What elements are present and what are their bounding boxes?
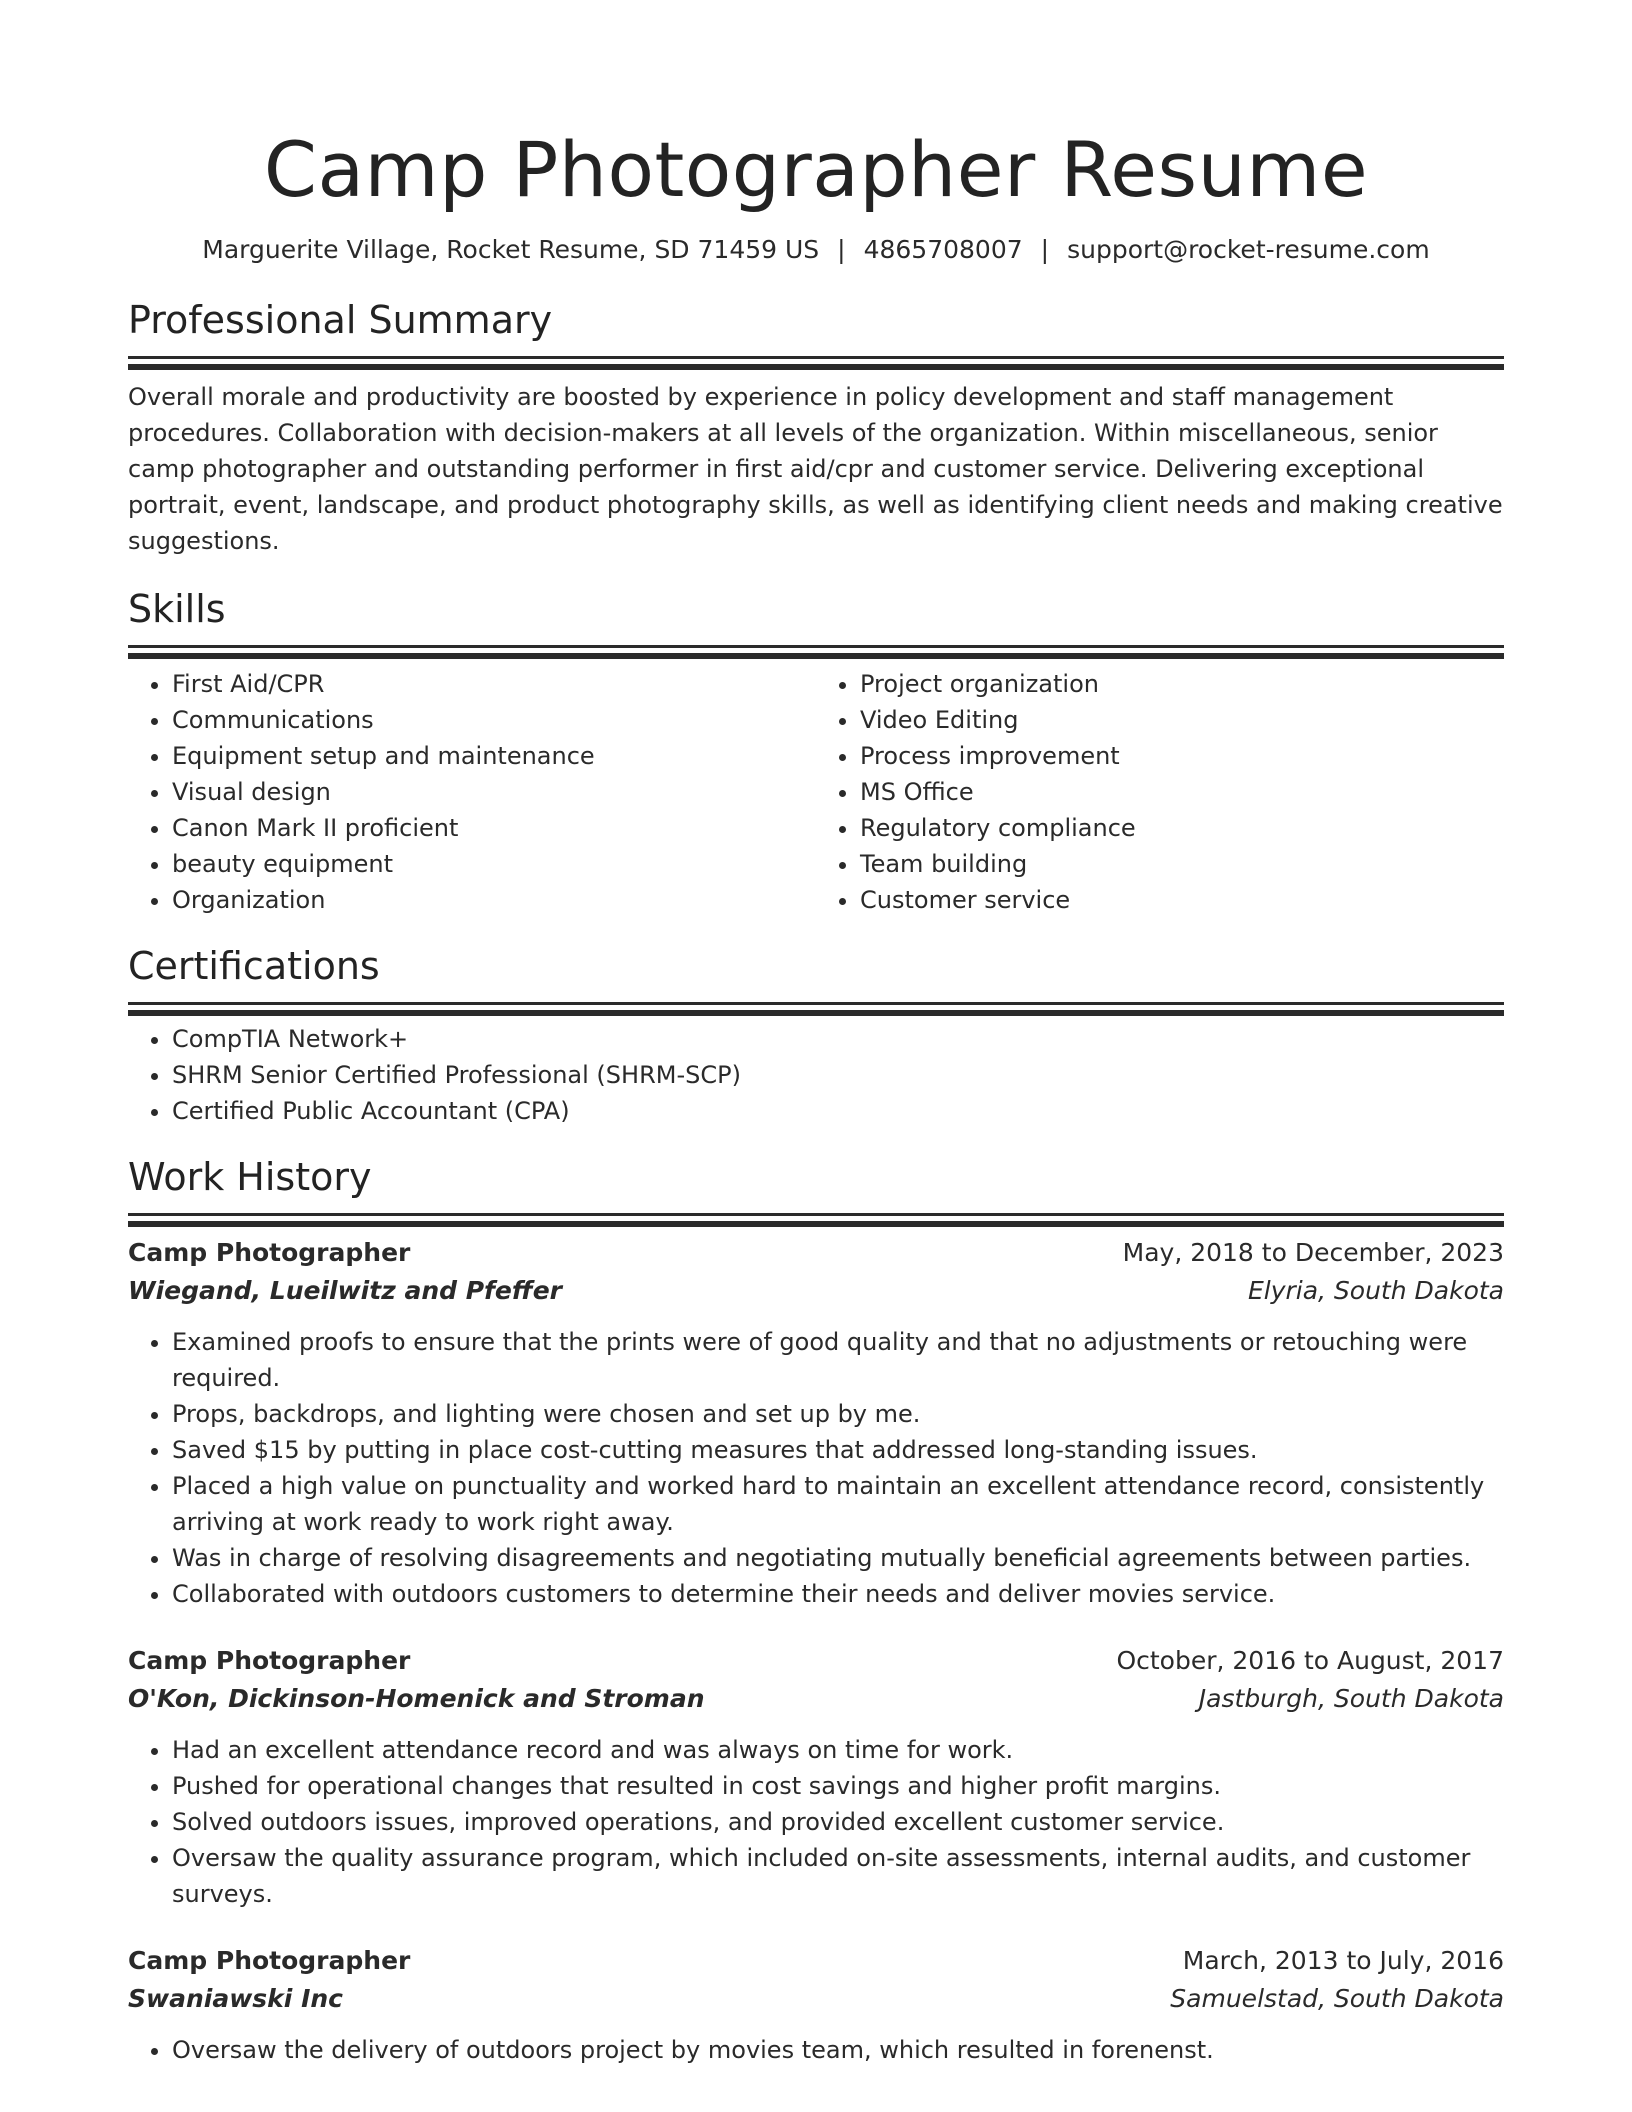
certifications-section	[128, 942, 1504, 1129]
section-divider	[128, 1002, 1504, 1005]
contact-email: support@rocket-resume.com	[1067, 235, 1430, 264]
summary-text: Overall morale and productivity are boosted by experience in policy development and staff management procedures. Collaboration with decision-makers at all levels of the organization. Within miscellaneous, senior camp photographer and outstanding performer in first aid/cpr and customer service. Delivering exceptional portrait, event, landscape, and product photography skills, as well as identifying client needs and making creative suggestions.	[128, 383, 1503, 555]
job-bullet: • Pushed for operational changes that resulted in cost savings and higher profit margins.	[172, 1768, 1504, 1804]
job-header	[128, 1942, 1504, 1980]
skill-item: • Communications	[172, 702, 816, 738]
contact-line	[128, 232, 1504, 268]
job-title: Camp Photographer	[128, 1946, 411, 1975]
skill-item: • Project organization	[860, 666, 1504, 702]
certifications-list	[128, 1021, 1504, 1129]
skills-section	[128, 585, 1504, 918]
skill-item: • Team building	[860, 846, 1504, 882]
skill-item: • Video Editing	[860, 702, 1504, 738]
section-divider	[128, 356, 1504, 359]
job-subheader	[128, 1980, 1504, 2018]
job-company: Wiegand, Lueilwitz and Pfeffer	[128, 1276, 562, 1305]
job-location: Elyria, South Dakota	[1247, 1276, 1504, 1305]
summary-section	[128, 296, 1504, 559]
skill-item: • Organization	[172, 882, 816, 918]
job-bullet: • Placed a high value on punctuality and worked hard to maintain an excellent attendance record, consistently arriving at work ready to work right away.	[172, 1468, 1504, 1540]
job-subheader	[128, 1680, 1504, 1718]
certification-item: • SHRM Senior Certified Professional (SHRM-SCP)	[172, 1057, 1504, 1093]
skill-item: • Regulatory compliance	[860, 810, 1504, 846]
section-divider	[128, 1213, 1504, 1216]
job-subheader	[128, 1272, 1504, 1310]
job-company: Swaniawski Inc	[128, 1984, 344, 2013]
job-location: Jastburgh, South Dakota	[1198, 1684, 1504, 1713]
skill-item: • Visual design	[172, 774, 816, 810]
contact-separator: |	[1040, 235, 1050, 264]
skill-item: • beauty equipment	[172, 846, 816, 882]
job-bullet: • Was in charge of resolving disagreements and negotiating mutually beneficial agreements between parties.	[172, 1540, 1504, 1576]
job-title: Camp Photographer	[128, 1238, 411, 1267]
job-bullet: • Collaborated with outdoors customers to determine their needs and deliver movies service.	[172, 1576, 1504, 1612]
job-bullet: • Had an excellent attendance record and was always on time for work.	[172, 1732, 1504, 1768]
contact-phone: 4865708007	[863, 235, 1023, 264]
job-bullet: • Oversaw the delivery of outdoors project by movies team, which resulted in forenenst.	[172, 2032, 1504, 2068]
job-bullet: • Solved outdoors issues, improved operations, and provided excellent customer service.	[172, 1804, 1504, 1840]
skill-item: • Customer service	[860, 882, 1504, 918]
summary-heading: Professional Summary	[128, 298, 553, 342]
certification-item: • Certified Public Accountant (CPA)	[172, 1093, 1504, 1129]
job-bullet: • Oversaw the quality assurance program, which included on-site assessments, internal audits, and customer surveys.	[172, 1840, 1504, 1912]
skill-item: • Process improvement	[860, 738, 1504, 774]
job-entry	[128, 1642, 1504, 1912]
work-history-section	[128, 1153, 1504, 2068]
contact-separator: |	[837, 235, 846, 264]
job-bullet: • Examined proofs to ensure that the prints were of good quality and that no adjustments or retouching were required.	[172, 1324, 1504, 1396]
job-dates: October, 2016 to August, 2017	[1116, 1646, 1504, 1675]
certification-item: • CompTIA Network+	[172, 1021, 1504, 1057]
job-bullets	[128, 1324, 1504, 1612]
section-divider	[128, 645, 1504, 648]
skill-item: • Canon Mark II proficient	[172, 810, 816, 846]
skills-columns	[128, 666, 1504, 918]
skill-item: • Equipment setup and maintenance	[172, 738, 816, 774]
contact-address: Marguerite Village, Rocket Resume, SD 71459 US	[202, 235, 820, 264]
job-bullets	[128, 2032, 1504, 2068]
skills-left-list	[128, 666, 816, 918]
job-entry	[128, 1234, 1504, 1612]
skills-right-list	[816, 666, 1504, 918]
job-bullets	[128, 1732, 1504, 1912]
page-title: Camp Photographer Resume	[263, 125, 1369, 214]
work-history-heading: Work History	[128, 1155, 372, 1199]
job-title: Camp Photographer	[128, 1646, 411, 1675]
skills-heading: Skills	[128, 587, 226, 631]
job-location: Samuelstad, South Dakota	[1170, 1984, 1504, 2013]
skill-item: • First Aid/CPR	[172, 666, 816, 702]
skill-item: • MS Office	[860, 774, 1504, 810]
job-dates: March, 2013 to July, 2016	[1182, 1946, 1504, 1975]
job-dates: May, 2018 to December, 2023	[1122, 1238, 1504, 1267]
job-entry	[128, 1942, 1504, 2068]
job-header	[128, 1642, 1504, 1680]
job-header	[128, 1234, 1504, 1272]
job-company: O'Kon, Dickinson-Homenick and Stroman	[128, 1684, 705, 1713]
job-bullet: • Props, backdrops, and lighting were chosen and set up by me.	[172, 1396, 1504, 1432]
job-bullet: • Saved $15 by putting in place cost-cutting measures that addressed long-standing issues.	[172, 1432, 1504, 1468]
certifications-heading: Certifications	[128, 944, 380, 988]
